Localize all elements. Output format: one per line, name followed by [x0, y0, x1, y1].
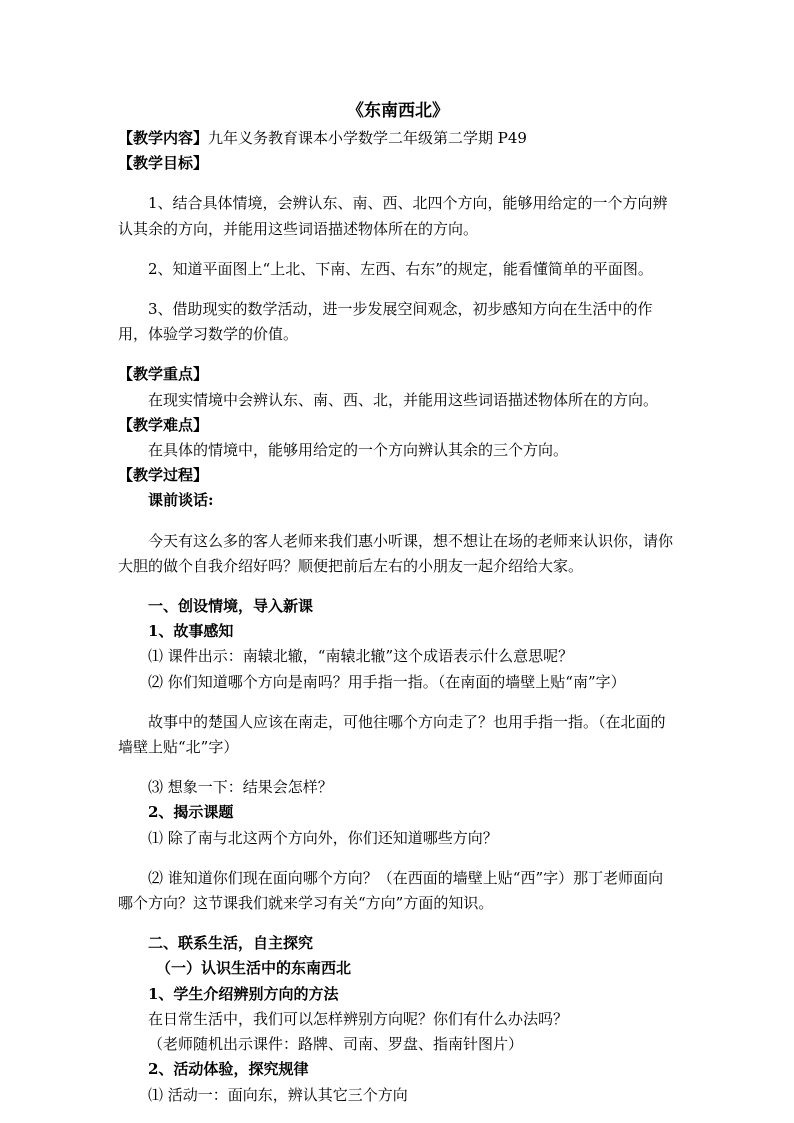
difficulty-label: 【教学难点】	[118, 415, 209, 434]
p1-item2: ⑵ 你们知道哪个方向是南吗？用手指一指。（在南面的墙壁上贴“南”字）	[148, 672, 626, 691]
part2-text1: 在日常生活中，我们可以怎样辨别方向呢？你们有什么办法吗？	[148, 1009, 569, 1028]
p1-item2-cont: 故事中的楚国人应该在南走，可他往哪个方向走了？也用手指一指。（在北面的墙壁上贴“北”字）	[118, 712, 666, 757]
document-page	[118, 96, 678, 1108]
part2-sub-a: （一）认识生活中的东南西北	[156, 959, 352, 978]
p2-item2: ⑵ 谁知道你们现在面向哪个方向？（在西面的墙壁上贴“西”字）那丁老师面向哪个方向？这节课我们就来学习有关“方向”方面的知识。	[118, 868, 664, 913]
goal-item-1: 1、结合具体情境，会辨认东、南、西、北四个方向，能够用给定的一个方向辨认其余的方向，并能用这些词语描述物体所在的方向。	[118, 194, 668, 238]
pre-talk-title: 课前谈话:	[148, 491, 214, 510]
process-label: 【教学过程】	[118, 466, 209, 485]
p1-item3: ⑶ 想象一下：结果会怎样？	[148, 778, 333, 797]
part2-title: 二、联系生活，自主探究	[148, 934, 314, 953]
difficulty-text: 在具体的情境中，能够用给定的一个方向辨认其余的三个方向。	[148, 441, 569, 460]
part2-text2: （老师随机出示课件：路牌、司南、罗盘、指南针图片）	[148, 1035, 524, 1054]
key-label: 【教学重点】	[118, 365, 209, 384]
document-title: 《东南西北》	[347, 101, 449, 121]
part1-sub2: 2、揭示课题	[148, 803, 234, 822]
pre-talk-text: 今天有这么多的客人老师来我们惠小听课，想不想让在场的老师来认识你，请你大胆的做个自我介绍好吗？顺便把前后左右的小朋友一起介绍给大家。	[118, 531, 674, 575]
content-label: 【教学内容】	[118, 129, 209, 147]
goal-item-2: 2、知道平面图上“上北、下南、左西、右东”的规定，能看懂简单的平面图。	[148, 259, 653, 278]
part1-title: 一、创设情境，导入新课	[148, 597, 314, 616]
p2-item1: ⑴ 除了南与北这两个方向外，你们还知道哪些方向？	[148, 828, 498, 847]
content-text: 九年义务教育课本小学数学二年级第二学期 P49	[208, 129, 527, 147]
goal-item-3: 3、借助现实的数学活动，进一步发展空间观念，初步感知方向在生活中的作用，体验学习数学的价值。	[118, 300, 653, 344]
part2-item1: ⑴ 活动一：面向东，辨认其它三个方向	[148, 1085, 408, 1104]
part1-sub1: 1、故事感知	[148, 622, 234, 641]
part2-sub1: 1、学生介绍辨别方向的方法	[148, 984, 339, 1003]
content-line	[118, 126, 678, 151]
goals-label: 【教学目标】	[118, 154, 209, 173]
key-text: 在现实情境中会辨认东、南、西、北，并能用这些词语描述物体所在的方向。	[148, 390, 659, 409]
part2-sub2: 2、活动体验，探究规律	[148, 1060, 309, 1079]
p1-item1: ⑴ 课件出示：南辕北辙，“南辕北辙”这个成语表示什么意思呢？	[148, 647, 574, 666]
